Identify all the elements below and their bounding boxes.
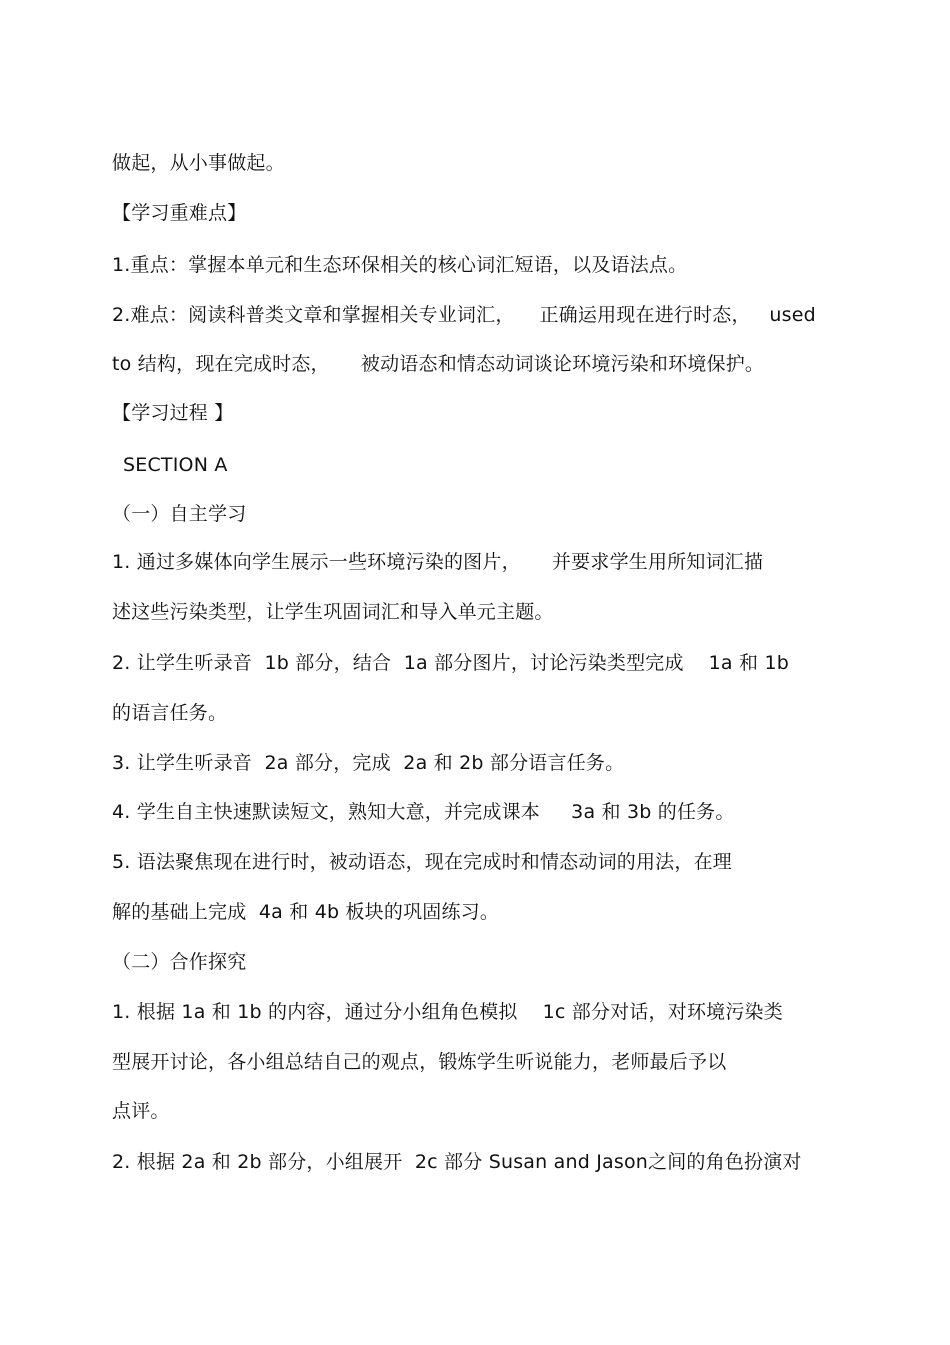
section-heading-key-points: 【学习重难点】 (112, 202, 247, 224)
text-line: 5. 语法聚焦现在进行时，被动语态，现在完成时和情态动词的用法，在理 (112, 851, 732, 873)
text-line: 1. 根据 1a 和 1b 的内容，通过分小组角色模拟 1c 部分对话，对环境污染类 (112, 1001, 783, 1023)
text-line: 2.难点：阅读科普类文章和掌握相关专业词汇， 正确运用现在进行时态， used (112, 304, 816, 326)
text-line: 2. 根据 2a 和 2b 部分，小组展开 2c 部分 Susan and Jason之间的角色扮演对 (112, 1151, 802, 1173)
text-line: 1. 通过多媒体向学生展示一些环境污染的图片， 并要求学生用所知词汇描 (112, 551, 764, 573)
text-line: 2. 让学生听录音 1b 部分，结合 1a 部分图片，讨论污染类型完成 1a 和 1b (112, 652, 790, 674)
text-line: 1.重点：掌握本单元和生态环保相关的核心词汇短语，以及语法点。 (112, 254, 688, 276)
text-line: 解的基础上完成 4a 和 4b 板块的巩固练习。 (112, 901, 500, 923)
text-line: 3. 让学生听录音 2a 部分，完成 2a 和 2b 部分语言任务。 (112, 752, 625, 774)
subsection-heading-self-study: （一）自主学习 (112, 503, 247, 525)
text-line: to 结构，现在完成时态， 被动语态和情态动词谈论环境污染和环境保护。 (112, 353, 765, 375)
section-title: SECTION A (123, 454, 228, 476)
text-line: 点评。 (112, 1100, 170, 1122)
text-line: 的语言任务。 (112, 702, 228, 724)
text-line: 述这些污染类型，让学生巩固词汇和导入单元主题。 (112, 601, 554, 623)
text-line: 做起，从小事做起。 (112, 152, 285, 174)
text-line: 型展开讨论，各小组总结自己的观点，锻炼学生听说能力，老师最后予以 (112, 1051, 727, 1073)
text-line: 4. 学生自主快速默读短文，熟知大意，并完成课本 3a 和 3b 的任务。 (112, 801, 735, 823)
section-heading-process: 【学习过程 】 (112, 402, 234, 424)
subsection-heading-cooperation: （二）合作探究 (112, 951, 247, 973)
